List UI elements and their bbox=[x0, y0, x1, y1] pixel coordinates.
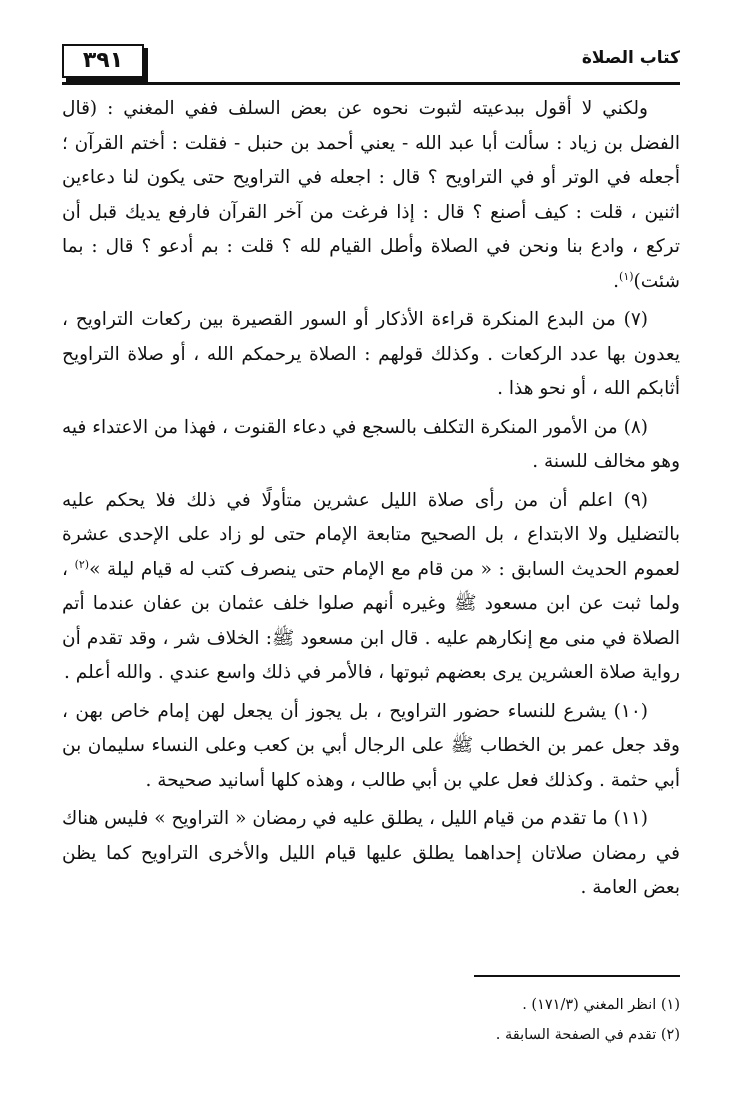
paragraph-tail: ، ولما ثبت عن ابن مسعود ﷺ وغيره أنهم صلوا خلف عثمان بن عفان عندما أتم الصلاة في منى مع إنكارهم عليه . قال ابن مسعود ﷺ: الخلاف شر ، وقد تقدم أن رواية صلاة العشرين يرى بعضهم ثبوتها ، فالأمر في ذلك واسع عندي . والله أعلم . bbox=[62, 558, 680, 683]
footnote: (٢) تقدم في الصفحة السابقة . bbox=[495, 1027, 680, 1043]
footnote-ref: (١) bbox=[619, 269, 634, 283]
paragraph bbox=[62, 802, 680, 906]
paragraph bbox=[62, 303, 680, 407]
paragraph-text: (٨) من الأمور المنكرة التكلف بالسجع في دعاء القنوت ، فهذا من الاعتداء فيه وهو مخالف للسنة . bbox=[62, 416, 680, 472]
header-rule bbox=[62, 82, 680, 85]
paragraph-tail: . bbox=[613, 270, 620, 292]
paragraph-text: (٧) من البدع المنكرة قراءة الأذكار أو السور القصيرة بين ركعات التراويح ، يعدون بها عدد الركعات . وكذلك قولهم : الصلاة يرحمكم الله ، أو صلاة التراويح أثابكم الله ، أو نحو هذا . bbox=[62, 309, 680, 399]
paragraph bbox=[62, 484, 680, 691]
main-text bbox=[62, 92, 680, 910]
footnotes bbox=[62, 990, 680, 1050]
paragraph bbox=[62, 411, 680, 480]
page-number: ٣٩١ bbox=[62, 44, 144, 78]
paragraph-text: (٩) اعلم أن من رأى صلاة الليل عشرين متأولًا في ذلك فلا يحكم عليه بالتضليل ولا الابتداع ، بل الصحيح متابعة الإمام حتى لو زاد على الإحدى عشرة لعموم الحديث السابق : « من قام مع الإمام حتى ينصرف كتب له قيام ليلة » bbox=[62, 489, 680, 580]
running-title: كتاب الصلاة bbox=[581, 48, 680, 68]
paragraph bbox=[62, 695, 680, 799]
paragraph-text: ولكني لا أقول ببدعيته لثبوت نحوه عن بعض السلف ففي المغني : (قال الفضل بن زياد : سألت أبا عبد الله - يعني أحمد بن حنبل - فقلت : أختم القرآن ؛ أجعله في الوتر أو في التراويح ؟ قال : اجعله في التراويح حتى يكون لنا دعاءين اثنين ، قلت : كيف أصنع ؟ قال : إذا فرغت من آخر القرآن فارفع يديك قبل أن تركع ، وادع بنا ونحن في الصلاة وأطل القيام لله ؟ قلت : بم أدعو ؟ قال : بما شئت) bbox=[62, 98, 680, 292]
paragraph bbox=[62, 92, 680, 299]
footnote: (١) انظر المغني (١٧١/٣) . bbox=[522, 997, 680, 1013]
paragraph-text: (١١) ما تقدم من قيام الليل ، يطلق عليه في رمضان « التراويح » فليس هناك في رمضان صلاتان إحداهما يطلق عليها قيام الليل والأخرى التراويح كما يظن بعض العامة . bbox=[62, 808, 680, 898]
footnote-rule bbox=[474, 975, 680, 977]
footnote-ref: (٢) bbox=[74, 557, 90, 571]
paragraph-text: (١٠) يشرع للنساء حضور التراويح ، بل يجوز أن يجعل لهن إمام خاص بهن ، وقد جعل عمر بن الخطاب ﷺ على الرجال أبي بن كعب وعلى النساء سليمان بن أبي حثمة . وكذلك فعل علي بن أبي طالب ، وهذه كلها أسانيد صحيحة . bbox=[62, 700, 680, 791]
